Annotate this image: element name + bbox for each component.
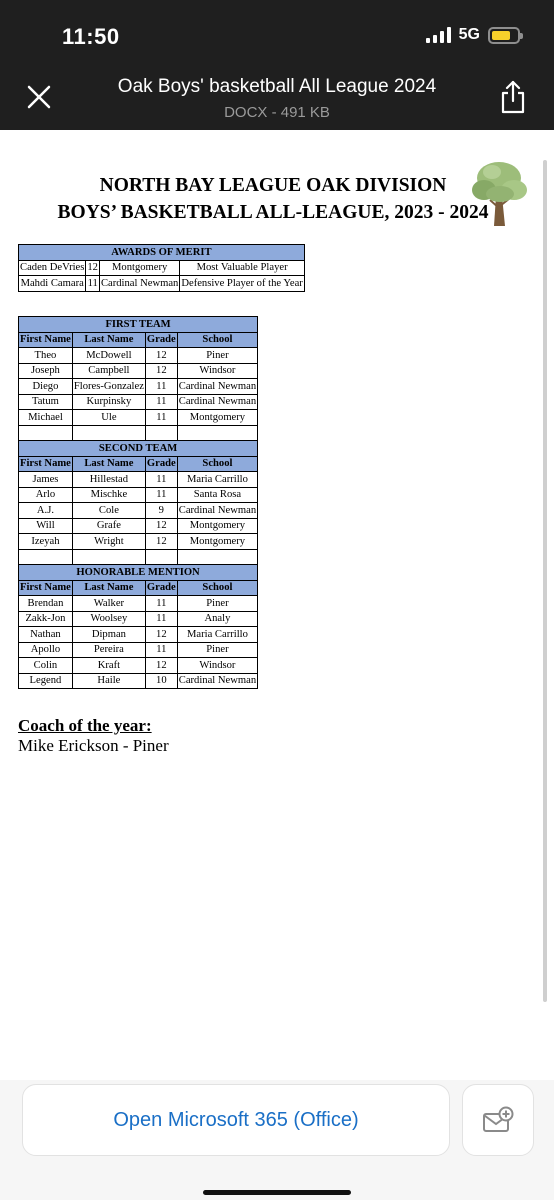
- table-row: [19, 503, 258, 519]
- first-name: Joseph: [19, 363, 73, 379]
- grade: 11: [145, 394, 177, 410]
- last-name: Flores-Gonzalez: [72, 379, 145, 395]
- school: Cardinal Newman: [177, 503, 257, 519]
- grade: 11: [145, 611, 177, 627]
- column-header: First Name: [19, 332, 73, 348]
- first-team-title: FIRST TEAM: [19, 317, 258, 333]
- school: Windsor: [177, 363, 257, 379]
- table-row: [19, 472, 258, 488]
- column-header: Grade: [145, 332, 177, 348]
- table-row: [19, 487, 258, 503]
- column-header: Grade: [145, 580, 177, 596]
- grade: 11: [145, 472, 177, 488]
- grade: 12: [145, 348, 177, 364]
- first-name: James: [19, 472, 73, 488]
- coach-name: Mike Erickson - Piner: [18, 736, 169, 755]
- bottom-bar: [0, 1080, 554, 1200]
- table-row: [19, 348, 258, 364]
- grade: 11: [145, 487, 177, 503]
- first-name: Nathan: [19, 627, 73, 643]
- grade: 12: [145, 658, 177, 674]
- school: Cardinal Newman: [177, 673, 257, 689]
- grade: 12: [145, 518, 177, 534]
- column-header-row: [19, 332, 258, 348]
- first-name: Michael: [19, 410, 73, 426]
- grade: 12: [145, 363, 177, 379]
- school: Piner: [177, 642, 257, 658]
- first-name: Apollo: [19, 642, 73, 658]
- award-school: Cardinal Newman: [99, 276, 179, 292]
- award-grade: 11: [86, 276, 100, 292]
- table-row: [19, 642, 258, 658]
- document-title: Oak Boys' basketball All League 2024: [117, 76, 437, 97]
- teams-table: [18, 316, 258, 689]
- column-header-row: [19, 580, 258, 596]
- status-icons: [426, 26, 520, 44]
- table-row: [19, 276, 305, 292]
- award-name: Caden DeVries: [19, 260, 86, 276]
- award-grade: 12: [86, 260, 100, 276]
- last-name: Hillestad: [72, 472, 145, 488]
- first-name: Will: [19, 518, 73, 534]
- last-name: Mischke: [72, 487, 145, 503]
- school: Cardinal Newman: [177, 394, 257, 410]
- first-name: Diego: [19, 379, 73, 395]
- first-name: Legend: [19, 673, 73, 689]
- first-name: A.J.: [19, 503, 73, 519]
- school: Analy: [177, 611, 257, 627]
- first-name: Zakk-Jon: [19, 611, 73, 627]
- grade: 11: [145, 596, 177, 612]
- school: Santa Rosa: [177, 487, 257, 503]
- table-row: [19, 394, 258, 410]
- column-header: Last Name: [72, 580, 145, 596]
- school: Maria Carrillo: [177, 472, 257, 488]
- column-header: School: [177, 456, 257, 472]
- open-microsoft-365-button[interactable]: Open Microsoft 365 (Office): [22, 1084, 450, 1156]
- coach-title: Coach of the year:: [18, 716, 152, 735]
- top-bar: [0, 0, 554, 130]
- school: Montgomery: [177, 518, 257, 534]
- last-name: Walker: [72, 596, 145, 612]
- table-row: [19, 658, 258, 674]
- last-name: Kraft: [72, 658, 145, 674]
- awards-table: [18, 244, 305, 292]
- award-name: Mahdi Camara: [19, 276, 86, 292]
- last-name: Haile: [72, 673, 145, 689]
- mail-add-icon: [482, 1106, 514, 1134]
- school: Piner: [177, 348, 257, 364]
- honorable-mention-title: HONORABLE MENTION: [19, 565, 258, 581]
- school: Cardinal Newman: [177, 379, 257, 395]
- table-row: [19, 518, 258, 534]
- grade: 12: [145, 534, 177, 550]
- blank-row: [19, 425, 258, 441]
- award-school: Montgomery: [99, 260, 179, 276]
- table-row: [19, 410, 258, 426]
- home-indicator: [203, 1190, 351, 1195]
- award-title: Most Valuable Player: [180, 260, 305, 276]
- tree-icon: [470, 158, 528, 228]
- column-header: Grade: [145, 456, 177, 472]
- grade: 11: [145, 410, 177, 426]
- last-name: Kurpinsky: [72, 394, 145, 410]
- table-row: [19, 611, 258, 627]
- document-page[interactable]: [0, 130, 554, 1080]
- grade: 11: [145, 379, 177, 395]
- last-name: Cole: [72, 503, 145, 519]
- heading-line-1: NORTH BAY LEAGUE OAK DIVISION: [99, 175, 447, 196]
- last-name: Grafe: [72, 518, 145, 534]
- column-header: Last Name: [72, 456, 145, 472]
- first-name: Theo: [19, 348, 73, 364]
- table-row: [19, 363, 258, 379]
- grade: 12: [145, 627, 177, 643]
- second-team-title: SECOND TEAM: [19, 441, 258, 457]
- column-header: Last Name: [72, 332, 145, 348]
- awards-title: AWARDS OF MERIT: [19, 245, 305, 261]
- first-name: Colin: [19, 658, 73, 674]
- column-header: First Name: [19, 456, 73, 472]
- share-icon[interactable]: [500, 80, 526, 114]
- scrollbar[interactable]: [543, 160, 547, 1002]
- table-row: [19, 534, 258, 550]
- table-row: [19, 596, 258, 612]
- school: Maria Carrillo: [177, 627, 257, 643]
- close-icon[interactable]: [26, 84, 52, 110]
- last-name: Campbell: [72, 363, 145, 379]
- heading-line-2: BOYS’ BASKETBALL ALL-LEAGUE, 2023 - 2024: [57, 202, 489, 223]
- grade: 11: [145, 642, 177, 658]
- last-name: Wright: [72, 534, 145, 550]
- column-header-row: [19, 456, 258, 472]
- table-row: [19, 627, 258, 643]
- column-header: School: [177, 332, 257, 348]
- table-row: [19, 379, 258, 395]
- coach-of-year-section: [18, 716, 169, 756]
- first-name: Arlo: [19, 487, 73, 503]
- first-name: Brendan: [19, 596, 73, 612]
- last-name: Pereira: [72, 642, 145, 658]
- battery-icon: [488, 27, 520, 44]
- network-label: 5G: [458, 26, 480, 43]
- school: Windsor: [177, 658, 257, 674]
- table-row: [19, 260, 305, 276]
- signal-icon: [426, 27, 451, 43]
- column-header: School: [177, 580, 257, 596]
- award-title: Defensive Player of the Year: [180, 276, 305, 292]
- last-name: Woolsey: [72, 611, 145, 627]
- first-name: Tatum: [19, 394, 73, 410]
- school: Montgomery: [177, 410, 257, 426]
- document-info: DOCX - 491 KB: [224, 104, 330, 121]
- first-name: Izeyah: [19, 534, 73, 550]
- column-header: First Name: [19, 580, 73, 596]
- last-name: McDowell: [72, 348, 145, 364]
- school: Piner: [177, 596, 257, 612]
- grade: 9: [145, 503, 177, 519]
- grade: 10: [145, 673, 177, 689]
- status-time: 11:50: [62, 24, 120, 49]
- school: Montgomery: [177, 534, 257, 550]
- table-row: [19, 673, 258, 689]
- mail-add-button[interactable]: [462, 1084, 534, 1156]
- blank-row: [19, 549, 258, 565]
- document-heading: [18, 172, 528, 226]
- last-name: Dipman: [72, 627, 145, 643]
- last-name: Ule: [72, 410, 145, 426]
